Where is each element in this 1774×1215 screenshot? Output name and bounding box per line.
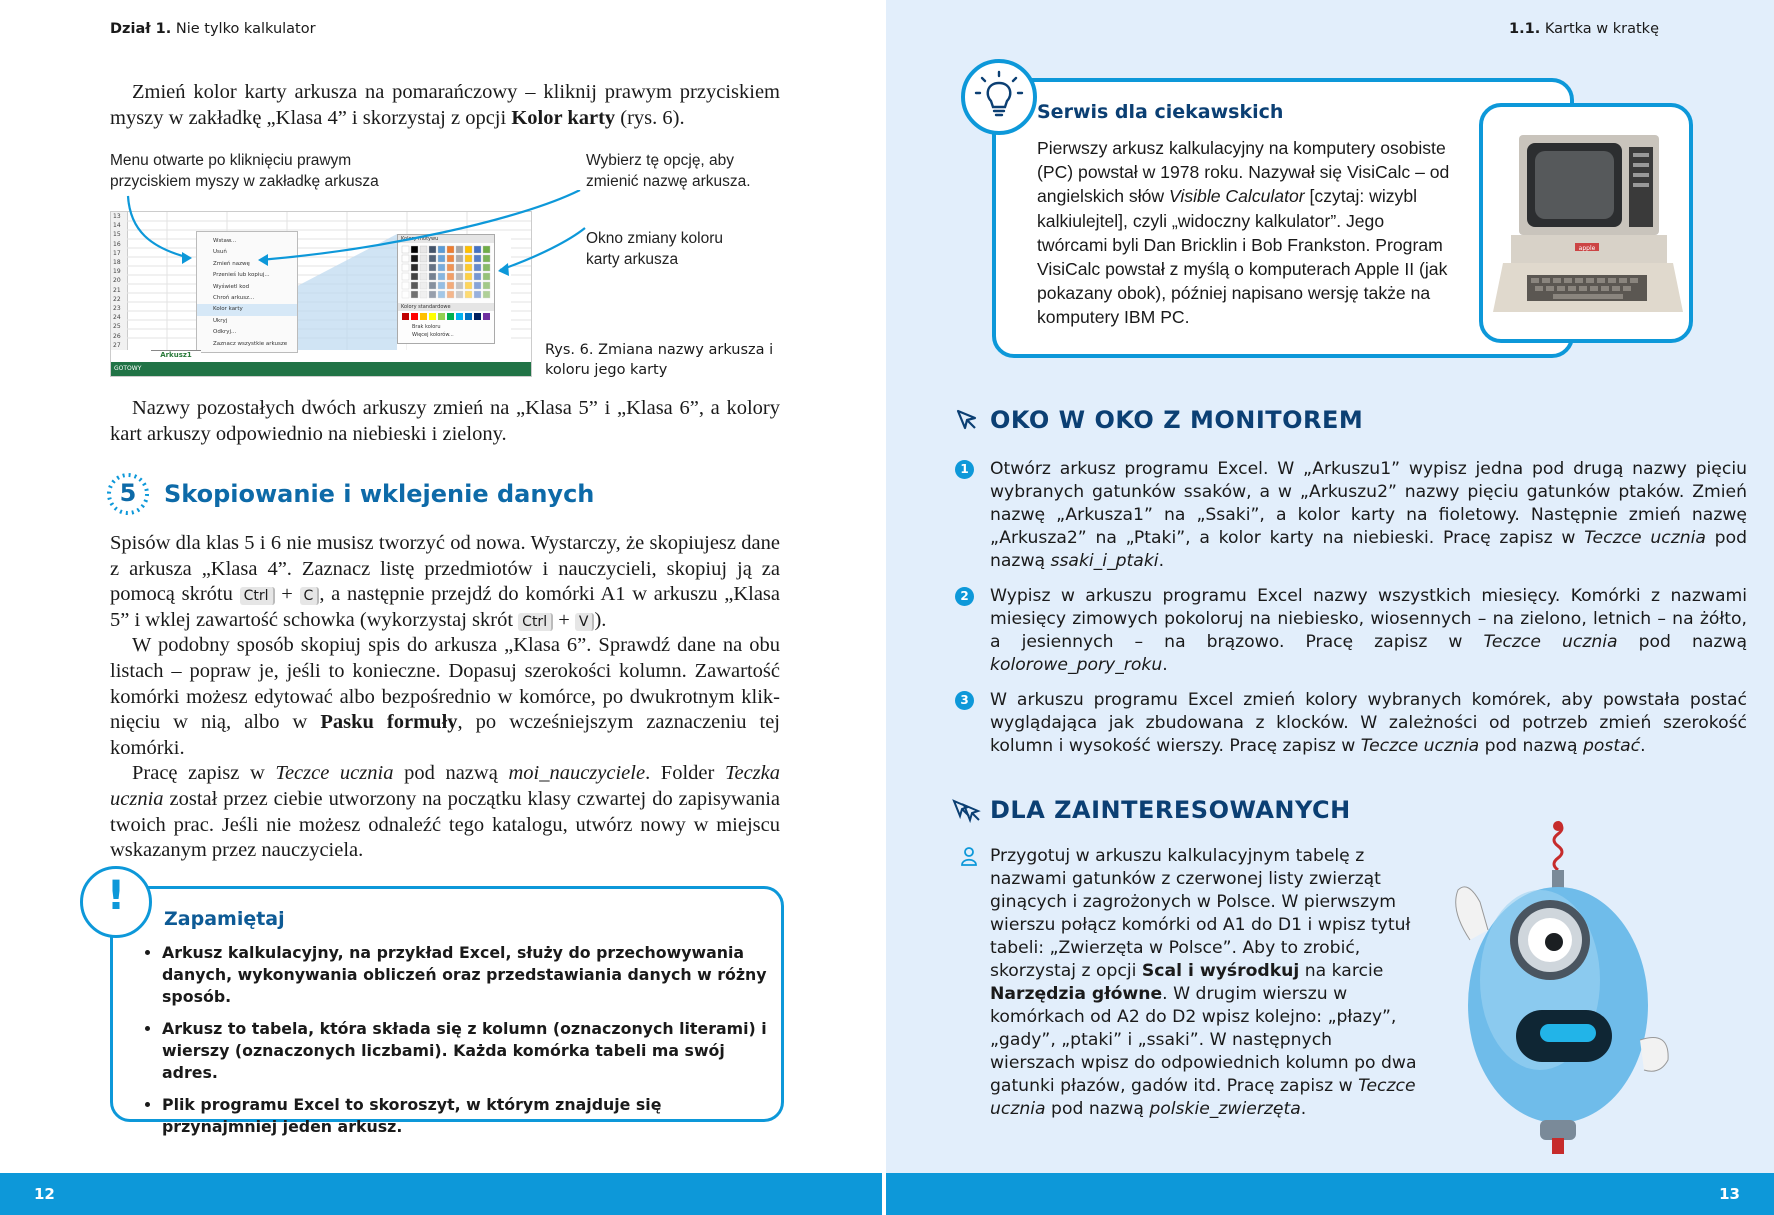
context-menu-item[interactable]: Ukryj [213, 317, 228, 324]
extra-text-b: na karcie [1299, 961, 1384, 981]
oko-heading: OKO W OKO Z MONITOREM [990, 406, 1364, 434]
extra-text-a: Przygotuj w arkuszu kalkulacyjnym tabelę z nazwami gatunków z czerwonej listy zwierząt ginących i zagrożonych w Polsce. W pierwszym wierszu połącz komórki od A1 do D1 i wpisz tytuł tabeli: „Zwierzęta w Polsce”. Aby to zrobić, skorzystaj z opcji [990, 846, 1411, 981]
task-text: . [1162, 655, 1168, 675]
p5-i2: moi_nauczyciele [508, 762, 646, 785]
robot-mascot-image [1440, 820, 1690, 1160]
figure-label-menu: Menu otwarte po kliknięciu prawym przyciskiem myszy w zakładkę arkusza [110, 152, 379, 190]
standard-color-swatch[interactable] [456, 313, 463, 320]
figure-label-option: Wybierz tę opcję, aby zmienić nazwę arkusza. [586, 152, 751, 190]
intro-paragraph [110, 80, 780, 131]
context-menu-item[interactable]: Kolor karty [197, 304, 297, 315]
row-number: 24 [113, 314, 121, 322]
extra-bold-1: Scal i wyśrodkuj [1141, 961, 1300, 981]
task-list [955, 458, 1755, 758]
ctrl-key-2: Ctrl [518, 613, 553, 631]
chapter-title: Nie tylko kalkulator [175, 21, 316, 37]
task-number: 1 [955, 460, 974, 479]
task-italic: Teczce ucznia [1483, 632, 1618, 652]
standard-color-swatch[interactable] [447, 313, 454, 320]
p5-c: . Folder [645, 762, 725, 785]
lightbulb-icon [965, 63, 1033, 131]
task-text: . [1640, 736, 1646, 756]
task-italic: Teczce ucznia [1584, 528, 1706, 548]
context-menu-item[interactable]: Chroń arkusz... [213, 295, 255, 302]
extra-text-d: pod nazwą [1045, 1099, 1150, 1119]
left-page-number: 12 [34, 1185, 55, 1203]
row-number: 25 [113, 323, 121, 331]
ctrl-key: Ctrl [240, 587, 275, 605]
p4-bold: Pasku formuły [320, 711, 458, 734]
figure-label-window: Okno zmiany koloru karty arkusza [586, 230, 723, 268]
para1-end: (rys. 6). [615, 106, 685, 129]
context-menu-item[interactable]: Wyświetl kod [213, 283, 250, 290]
row-number: 14 [113, 222, 121, 230]
row-number: 20 [113, 277, 121, 285]
standard-colors-label: Kolory standardowe [398, 303, 494, 311]
row-number: 23 [113, 305, 121, 313]
task-item [955, 458, 1755, 573]
p5-i3: Teczka ucznia [110, 762, 780, 810]
context-menu-item[interactable]: Przenieś lub kopiuj... [213, 272, 270, 279]
para1-bold: Kolor karty [511, 106, 616, 129]
remember-icon-circle [80, 866, 152, 938]
extra-text-e: . [1300, 1099, 1307, 1119]
task-italic: kolorowe_pory_roku [990, 655, 1163, 675]
task-text: W arkuszu programu Excel zmień kolory wybranych komórek, aby powstała postać wyglądająca jak zbudowana z klocków. W zależności od potrzeb zmień szerokość kolumn i wysokość wierszy. Pracę zapisz w [990, 690, 1747, 756]
para2-text: Nazwy pozostałych dwóch arkuszy zmień na „Klasa 5” i „Klasa 6”, a kolory kart arkuszy odpowiednio na niebieski i zielony. [110, 397, 780, 445]
task-text: pod nazwą [990, 528, 1747, 571]
left-running-header [110, 21, 316, 37]
context-menu-item[interactable]: Odkryj... [213, 329, 237, 336]
p3-text-b: , a następnie przejdź do komórki A1 w arkuszu „Klasa 5” i wklej zawartość schowka (wykorzystaj skrót [110, 583, 781, 631]
dla-heading: DLA ZAINTERESOWANYCH [990, 796, 1351, 824]
apple-ii-computer-image [1483, 107, 1689, 339]
p4-text-b: , po wcześniejszym zaznaczeniu tej komórki. [110, 711, 780, 759]
remember-item: • Plik programu Excel to skoroszyt, w którym znajduje się przynajmniej jeden arkusz. [162, 1094, 768, 1138]
task-item [955, 689, 1755, 758]
task-number: 2 [955, 587, 974, 606]
extra-italic-2: polskie_zwierzęta [1149, 1099, 1301, 1119]
task-text: Otwórz arkusz programu Excel. W „Arkuszu1” wypisz jedna pod drugą nazwy pięciu wybranych gatunków ssaków, a w „Arkuszu2” nazwy pięciu gatunków ptaków. Zmień nazwę „Arkusza1” na „Ssaki”, a kolor karty na fioletowy. Następnie zmień nazwę „Arkusza2” na „Ptaki”, a kolor karty na niebieski. Pracę zapisz w [990, 459, 1747, 548]
remember-list [138, 942, 768, 1148]
standard-color-swatch[interactable] [474, 313, 481, 320]
row-number: 19 [113, 268, 121, 276]
row-number: 26 [113, 332, 121, 340]
section-number: 5 [119, 479, 137, 507]
right-page-number: 13 [1719, 1185, 1740, 1203]
para1-text: Zmień kolor karty arkusza na pomarańczowy – kliknij prawym przyciskiem myszy w zakładkę „Klasa 4” i skorzystaj z opcji [110, 81, 780, 129]
p5-a: Pracę zapisz w [132, 762, 276, 785]
status-bar: GOTOWY [111, 362, 532, 376]
task-text: Wypisz w arkuszu programu Excel nazwy wszystkich miesięcy. Komórki z nazwami miesięcy zimowych pokoloruj na niebiesko, wiosennych – na zielono, letnich – na żółto, a jesiennych – na brązowo. Pracę zapisz w [990, 586, 1747, 652]
task-text: . [1158, 551, 1165, 571]
extra-task-text [990, 845, 1420, 1121]
standard-color-swatches [398, 311, 494, 321]
curious-text-a: Pierwszy arkusz kalkulacyjny na komputery osobiste (PC) powstał w 1978 roku. Nazywał się VisiCalc – od angielskich słów [1037, 138, 1450, 207]
section-number-badge [105, 471, 151, 517]
task-italic: ssaki_i_ptaki [1050, 551, 1159, 571]
exclamation-icon: ! [106, 873, 126, 919]
section-header-title: Kartka w kratkę [1544, 21, 1659, 37]
standard-color-swatch[interactable] [438, 313, 445, 320]
right-running-header [1509, 21, 1659, 37]
person-icon [960, 847, 978, 867]
row-number: 18 [113, 259, 121, 267]
context-menu-item[interactable]: Usuń [213, 249, 227, 256]
task-text: pod nazwą [1479, 736, 1583, 756]
more-colors-option: Więcej kolorów... [412, 332, 454, 338]
p4-text-a: W podobny sposób skopiuj spis do arkusza „Klasa 6”. Sprawdź dane na obu listach – popraw je, jeśli to konieczne. Dopasuj szerokości kolumn. Zawartość komórki możesz edytować albo bezpośrednio w komórce, po dwukrotnym kliknięciu w nią, albo w [110, 634, 780, 734]
row-number: 17 [113, 249, 121, 257]
context-menu-item[interactable]: Wstaw... [213, 238, 237, 244]
p5-b: pod nazwą [393, 762, 509, 785]
apple-brand-label: apple [1578, 245, 1596, 252]
p5-i1: Teczce ucznia [275, 762, 394, 785]
remember-item: • Arkusz to tabela, która składa się z kolumn (oznaczonych literami) i wierszy (oznaczonych liczbami). Każda komórka tabeli ma swój adres. [162, 1018, 768, 1084]
row-number: 21 [113, 286, 121, 294]
computer-photo-frame [1479, 103, 1693, 343]
standard-color-swatch[interactable] [420, 313, 427, 320]
no-color-option: Brak koloru [412, 324, 441, 330]
standard-color-swatch[interactable] [411, 313, 418, 320]
section-title: Skopiowanie i wklejenie danych [164, 480, 595, 508]
standard-color-swatch[interactable] [429, 313, 436, 320]
task-text: pod nazwą [1617, 632, 1747, 652]
task-number: 3 [955, 691, 974, 710]
row-number: 16 [113, 240, 121, 248]
standard-color-swatch[interactable] [483, 313, 490, 320]
remember-item: • Arkusz kalkulacyjny, na przykład Excel, służy do przechowywania danych, wykonywania obliczeń oraz przedstawiania danych w różny sposób. [162, 942, 768, 1008]
annotation-arrows [100, 190, 600, 300]
theme-colors-label: Kolory motywu [398, 235, 494, 243]
context-menu-item[interactable]: Zaznacz wszystkie arkusze [213, 340, 288, 347]
row-number: 22 [113, 295, 121, 303]
v-key: V [575, 613, 595, 631]
extra-bold-2: Narzędzia główne [990, 984, 1163, 1004]
curious-text [1037, 136, 1457, 330]
extra-italic-1: Teczce ucznia [990, 1076, 1416, 1119]
task-item [955, 585, 1755, 677]
row-number: 27 [113, 341, 121, 349]
extra-text-c: . W drugim wierszu w komórkach od A2 do D2 wpisz kolejno: „płazy”, „gady”, „ptaki” i „ssaki”. W następnych wierszach wpisz do odpowiednich kolumn po dwa gatunki płazów, gadów itd. Pracę zapisz w [990, 984, 1417, 1096]
cursor-icon [955, 408, 979, 432]
chapter-label: Dział 1. [110, 21, 172, 37]
standard-color-swatch[interactable] [402, 313, 409, 320]
remember-title: Zapamiętaj [164, 908, 285, 930]
curious-text-b: [czytaj: wizybl kalkiulejtel], czyli „widoczny kalkulator”. Jego twórcami byli Dan Bricklin i Bob Frankston. Program VisiCalc powstał z myślą o komputerach Apple II (jak pokazany obok), później napisano wersję także na komputery IBM PC. [1037, 186, 1448, 328]
plus-sign: + [281, 583, 293, 606]
lightbulb-icon-circle [961, 59, 1037, 135]
curious-title: Serwis dla ciekawskich [1037, 101, 1284, 123]
row-number: 13 [113, 213, 121, 220]
section-label: 1.1. [1509, 21, 1541, 37]
double-cursor-icon [952, 798, 982, 824]
p3-text-c: ). [594, 608, 607, 631]
paragraph-rename [110, 396, 780, 447]
p3-text-a: Spisów dla klas 5 i 6 nie musisz tworzyć od nowa. Wystarczy, że skopiujesz dane z arkusza „Klasa 4”. Zaznacz listę przedmiotów i nauczycieli, skopiuj ją za pomocą skrótu [110, 532, 780, 606]
right-footer-bar [886, 1173, 1774, 1215]
standard-color-swatch[interactable] [465, 313, 472, 320]
context-menu-item[interactable]: Zmień nazwę [213, 260, 250, 267]
body-paragraphs [110, 531, 780, 864]
sheet-tab: Arkusz1 [151, 350, 201, 363]
left-footer-bar [0, 1173, 882, 1215]
plus-sign-2: + [558, 608, 570, 631]
p5-d: został przez ciebie utworzony na początku klasy czwartej do zapisywania twoich prac. Jeśli nie możesz odnaleźć tego katalogu, utwórz nowy w miejscu wskazanym przez nauczyciela. [110, 787, 780, 862]
row-number: 15 [113, 231, 121, 239]
task-italic: Teczce ucznia [1360, 736, 1480, 756]
c-key: C [300, 587, 320, 605]
figure-caption: Rys. 6. Zmiana nazwy arkusza i koloru jego karty [545, 342, 774, 378]
curious-text-italic: Visible Calculator [1169, 186, 1305, 207]
task-italic: postać [1582, 736, 1641, 756]
